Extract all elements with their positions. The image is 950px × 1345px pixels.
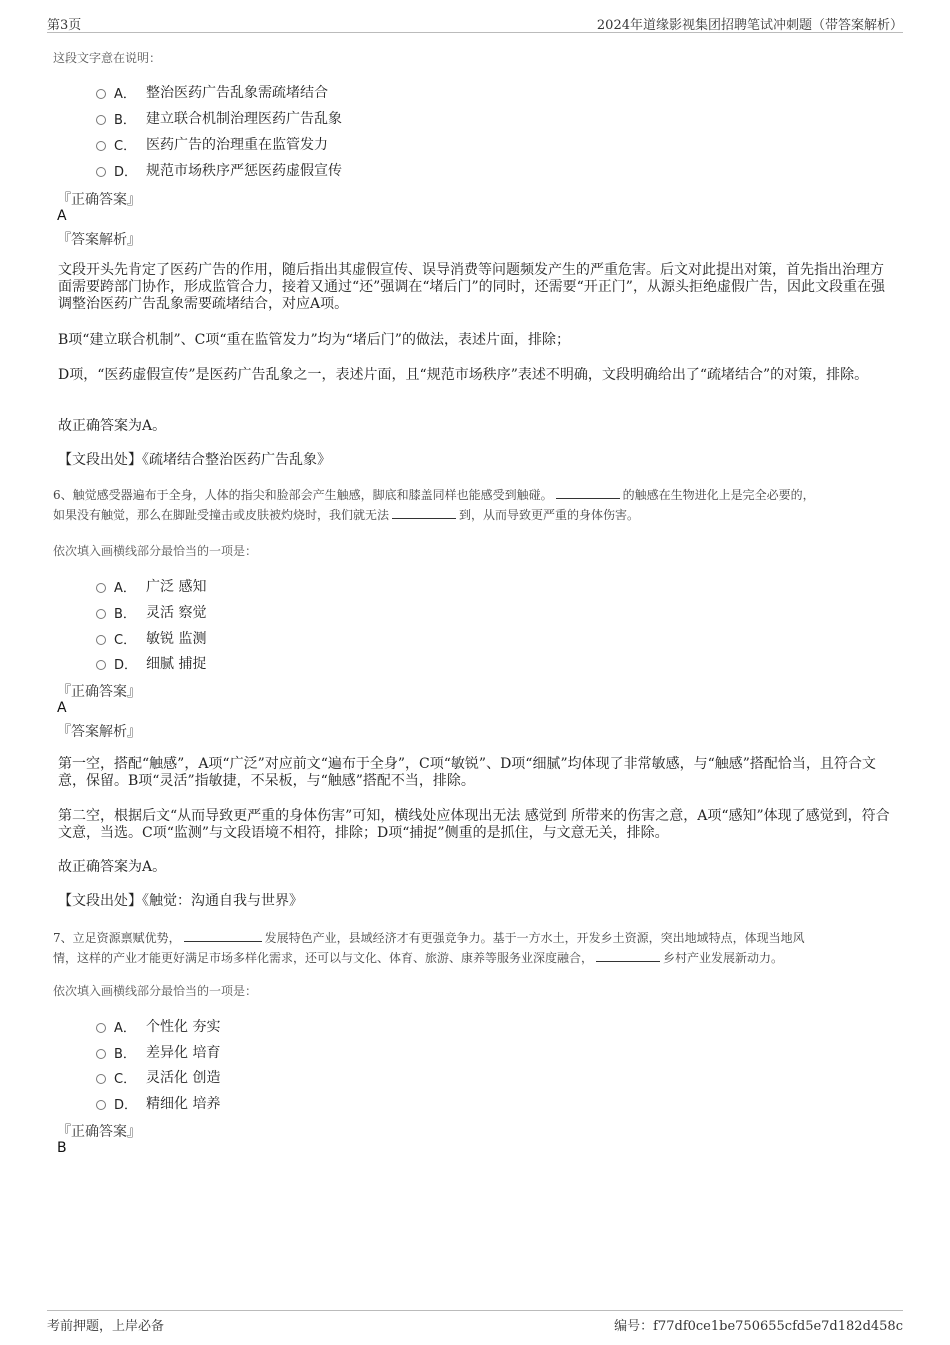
page-number: 第3页 bbox=[47, 18, 82, 33]
q5-answer-label: 『正确答案』 bbox=[57, 192, 141, 208]
q5-analysis-label: 『答案解析』 bbox=[57, 232, 141, 248]
q6-answer-label: 『正确答案』 bbox=[57, 684, 141, 700]
q5-prompt: 这段文字意在说明： bbox=[53, 51, 162, 65]
radio-icon[interactable] bbox=[96, 1023, 106, 1033]
q5-analysis-paragraph: B项“建立联合机制”、C项“重在监管发力”均为“堵后门”的做法，表述片面，排除； bbox=[58, 332, 570, 348]
radio-icon[interactable] bbox=[96, 1049, 106, 1059]
document-title: 2024年道缘影视集团招聘笔试冲刺题（带答案解析） bbox=[596, 18, 903, 33]
q7-option-c[interactable]: C． 灵活化 创造 bbox=[96, 1067, 220, 1087]
q6-option-a[interactable]: A． 广泛 感知 bbox=[96, 576, 206, 596]
q6-answer: A bbox=[57, 700, 67, 716]
q5-option-c[interactable]: C． 医药广告的治理重在监管发力 bbox=[96, 134, 328, 154]
radio-icon[interactable] bbox=[96, 609, 106, 619]
q6-option-b[interactable]: B． 灵活 察觉 bbox=[96, 602, 206, 622]
q5-analysis-paragraph: 文段开头先肯定了医药广告的作用，随后指出其虚假宣传、误导消费等问题频发产生的严重危害。后文对此提出对策，首先指出治理方面需要跨部门协作，形成监管合力，接着又通过“还”强调在“堵后门”的同时，还需要“开正门”，从源头拒绝虚假广告，因此文段重在强调整治医药广告乱象需要疏堵结合，对应A项。 bbox=[58, 262, 885, 312]
footer-slogan: 考前押题，上岸必备 bbox=[47, 1319, 165, 1334]
q6-analysis-paragraph: 第二空，根据后文“从而导致更严重的身体伤害”可知，横线处应体现出无法 感觉到 所带来的伤害之意，A项“感知”体现了感觉到，符合文意，当选。C项“监测”与文段语境不相符，排除；D项“捕捉”侧重的是抓住，与文意无关，排除。 bbox=[58, 808, 890, 841]
q7-option-d[interactable]: D． 精细化 培养 bbox=[96, 1093, 220, 1113]
q6-source: 【文段出处】《触觉：沟通自我与世界》 bbox=[58, 893, 303, 909]
q6-analysis-label: 『答案解析』 bbox=[57, 724, 141, 740]
radio-icon[interactable] bbox=[96, 89, 106, 99]
page-footer bbox=[47, 1310, 903, 1333]
q5-conclusion: 故正确答案为A。 bbox=[58, 418, 167, 434]
q7-option-b[interactable]: B． 差异化 培育 bbox=[96, 1042, 220, 1062]
q6-stem: 6、触觉感受器遍布于全身，人体的指尖和脸部会产生触感，脚底和膝盖同样也能感受到触碰。 的触感在生物进化上是完全必要的， 如果没有触觉，那么在脚趾受撞击或皮肤被灼烧时，我们就无法 到，从而导致更严重的身体伤害。 bbox=[53, 488, 815, 522]
answer-blank bbox=[556, 486, 620, 499]
answer-blank bbox=[392, 506, 456, 519]
q6-analysis-paragraph: 第一空，搭配“触感”，A项“广泛”对应前文“遍布于全身”，C项“敏锐”、D项“细腻”均体现了非常敏感，与“触感”搭配恰当，且符合文意，保留。B项“灵活”指敏捷，不呆板，与“触感”搭配不当，排除。 bbox=[58, 756, 876, 789]
radio-icon[interactable] bbox=[96, 115, 106, 125]
answer-blank bbox=[184, 929, 262, 942]
q5-option-b[interactable]: B． 建立联合机制治理医药广告乱象 bbox=[96, 108, 342, 128]
q6-option-d[interactable]: D． 细腻 捕捉 bbox=[96, 653, 206, 673]
radio-icon[interactable] bbox=[96, 167, 106, 177]
q7-prompt: 依次填入画横线部分最恰当的一项是： bbox=[53, 984, 258, 998]
radio-icon[interactable] bbox=[96, 1100, 106, 1110]
answer-blank bbox=[596, 949, 660, 962]
q5-answer: A bbox=[57, 208, 67, 224]
q7-stem: 7、立足资源禀赋优势， 发展特色产业，县域经济才有更强竞争力。基于一方水土，开发乡土资源，突出地域特点，体现当地风 情，这样的产业才能更好满足市场多样化需求，还可以与文化、体育、旅游、康养等服务业深度融合， 乡村产业发展新动力。 bbox=[53, 931, 805, 965]
q5-option-d[interactable]: D． 规范市场秩序严惩医药虚假宣传 bbox=[96, 160, 342, 180]
q7-option-a[interactable]: A． 个性化 夯实 bbox=[96, 1016, 220, 1036]
q6-conclusion: 故正确答案为A。 bbox=[58, 859, 167, 875]
document-id: 编号：f77df0ce1be750655cfd5e7d182d458c bbox=[614, 1319, 903, 1334]
radio-icon[interactable] bbox=[96, 635, 106, 645]
q5-option-a[interactable]: A． 整治医药广告乱象需疏堵结合 bbox=[96, 82, 328, 102]
q5-analysis-paragraph: D项，“医药虚假宣传”是医药广告乱象之一，表述片面，且“规范市场秩序”表述不明确，文段明确给出了“疏堵结合”的对策，排除。 bbox=[58, 367, 869, 383]
page-header bbox=[47, 10, 903, 33]
q6-prompt: 依次填入画横线部分最恰当的一项是： bbox=[53, 544, 258, 558]
q7-answer: B bbox=[57, 1140, 67, 1156]
radio-icon[interactable] bbox=[96, 1074, 106, 1084]
q7-answer-label: 『正确答案』 bbox=[57, 1124, 141, 1140]
radio-icon[interactable] bbox=[96, 660, 106, 670]
q5-source: 【文段出处】《疏堵结合整治医药广告乱象》 bbox=[58, 452, 331, 468]
radio-icon[interactable] bbox=[96, 141, 106, 151]
q6-option-c[interactable]: C． 敏锐 监测 bbox=[96, 628, 206, 648]
radio-icon[interactable] bbox=[96, 583, 106, 593]
